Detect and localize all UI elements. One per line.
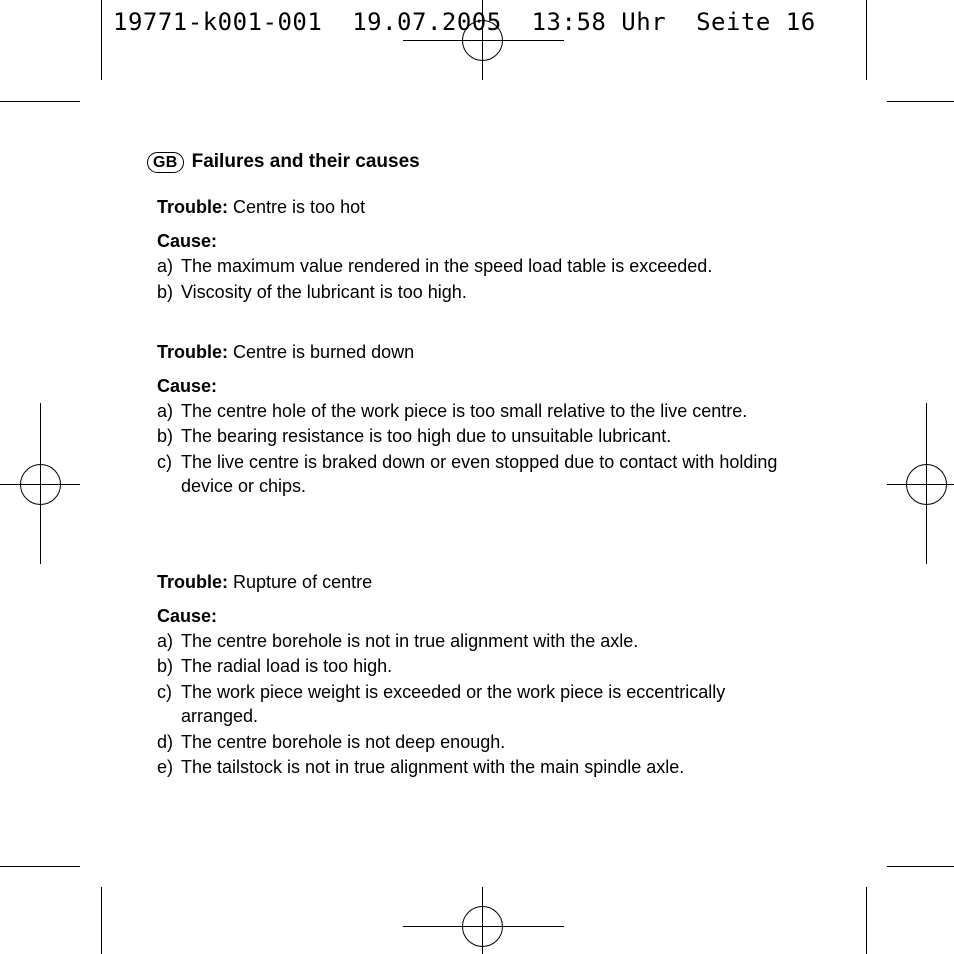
cause-text: The centre borehole is not deep enough. bbox=[181, 731, 506, 752]
cause-letter: b) bbox=[157, 656, 174, 676]
cause-text: The maximum value rendered in the speed load table is exceeded. bbox=[181, 255, 713, 276]
cause-letter: e) bbox=[157, 757, 174, 777]
cause-item bbox=[157, 424, 837, 449]
cause-item bbox=[157, 730, 837, 755]
slug-page-number: 16 bbox=[785, 8, 816, 36]
cause-letter: a) bbox=[157, 255, 174, 276]
cause-text: The tailstock is not in true alignment with the main spindle axle. bbox=[181, 757, 685, 777]
trouble-section-1 bbox=[157, 195, 837, 305]
cause-text: The bearing resistance is too high due to unsuitable lubricant. bbox=[181, 426, 672, 446]
trouble-line bbox=[157, 570, 837, 594]
cause-text: The centre hole of the work piece is too small relative to the live centre. bbox=[181, 400, 748, 421]
cause-item bbox=[157, 629, 837, 654]
cause-item bbox=[157, 680, 837, 729]
cause-label: Cause: bbox=[157, 231, 218, 251]
slug-page-label: Seite bbox=[696, 8, 771, 36]
trouble-label: Trouble: bbox=[157, 572, 228, 592]
slug-date: 19.07.2005 bbox=[352, 8, 502, 36]
trouble-text: Centre is burned down bbox=[233, 342, 415, 362]
cause-letter: d) bbox=[157, 731, 174, 752]
cause-item bbox=[157, 654, 837, 679]
cause-item bbox=[157, 755, 837, 780]
trouble-section-2 bbox=[157, 340, 837, 499]
cause-letter: a) bbox=[157, 400, 174, 421]
cause-letter: b) bbox=[157, 426, 174, 446]
cause-label: Cause: bbox=[157, 376, 218, 396]
trouble-text: Rupture of centre bbox=[233, 572, 373, 592]
cause-text: Viscosity of the lubricant is too high. bbox=[181, 282, 467, 302]
cause-text: The work piece weight is exceeded or the work piece is eccentrically arranged. bbox=[181, 681, 726, 726]
cause-letter: c) bbox=[157, 681, 172, 702]
trouble-section-3 bbox=[157, 570, 837, 780]
cause-text: The centre borehole is not in true alignment with the axle. bbox=[181, 630, 639, 651]
trouble-line bbox=[157, 340, 837, 364]
section-heading bbox=[147, 151, 420, 173]
cause-text: The live centre is braked down or even stopped due to contact with holding device or chips. bbox=[181, 451, 778, 496]
language-badge: GB bbox=[147, 152, 184, 173]
cause-label: Cause: bbox=[157, 606, 218, 626]
cause-item bbox=[157, 254, 837, 279]
cause-letter: b) bbox=[157, 282, 174, 302]
cause-text: The radial load is too high. bbox=[181, 656, 393, 676]
cause-item bbox=[157, 450, 837, 499]
page-title: Failures and their causes bbox=[191, 151, 420, 172]
trouble-label: Trouble: bbox=[157, 342, 228, 362]
slug-job-id: 19771-k001-001 bbox=[113, 8, 323, 36]
cause-item bbox=[157, 280, 837, 305]
trouble-line bbox=[157, 195, 837, 219]
trouble-text: Centre is too hot bbox=[233, 197, 366, 217]
cause-letter: a) bbox=[157, 630, 174, 651]
slug-time: 13:58 Uhr bbox=[531, 8, 667, 36]
cause-item bbox=[157, 399, 837, 424]
cause-letter: c) bbox=[157, 451, 172, 472]
trouble-label: Trouble: bbox=[157, 197, 228, 217]
